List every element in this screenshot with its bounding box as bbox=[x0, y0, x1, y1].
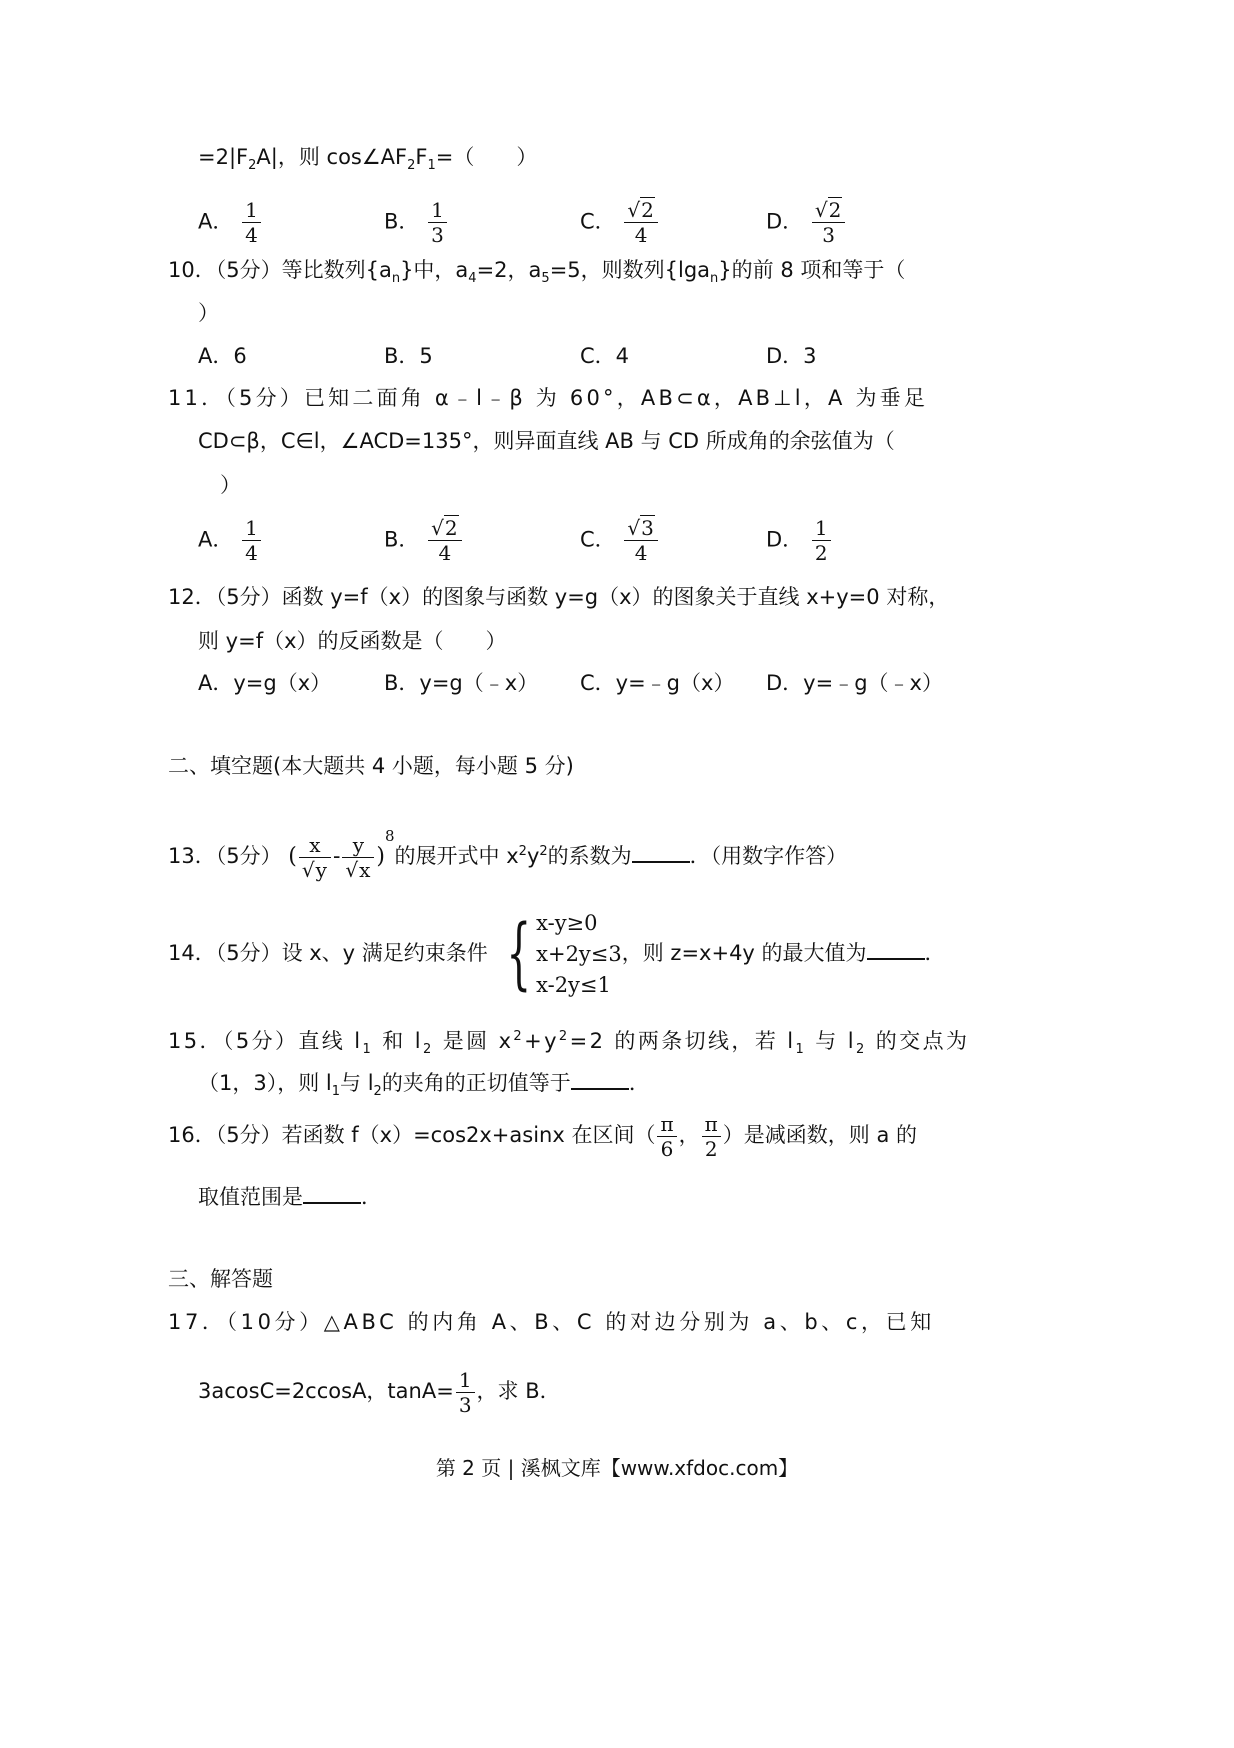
q10-option-c: C．4 bbox=[580, 344, 630, 368]
q11-option-c: C． $\frac{√3}{4}$ bbox=[580, 516, 660, 565]
fraction: $\frac{1}{3}$ bbox=[456, 1368, 475, 1417]
page-footer: 第 2 页 | 溪枫文库【www.xfdoc.com】 bbox=[435, 1456, 799, 1480]
q12-option-c: C．y=﹣g（x） bbox=[580, 671, 735, 695]
answer-blank bbox=[632, 839, 690, 863]
answer-blank bbox=[303, 1180, 361, 1204]
q11-line3: ） bbox=[220, 473, 241, 497]
q17-line1: 17．（10分）△ABC 的内角 A、B、C 的对边分别为 a、b、c，已知 bbox=[168, 1310, 935, 1334]
fraction: $\frac{\pi}{6}$ bbox=[657, 1112, 676, 1161]
q11-option-d: D． $\frac{1}{2}$ bbox=[766, 516, 833, 565]
q13-line: 13．（5分） ( $\frac{x}{√y}$ - $\frac{y}{√x}$ )$^8$的展开式中 $x^2y^2$的系数为 ．（用数字作答） bbox=[168, 827, 848, 882]
q16-line1: 16．（5分）若函数 f（x）=cos2x+asinx 在区间（ $\frac{\pi}{6}$ ， $\frac{\pi}{2}$ ）是减函数，则 a 的 bbox=[168, 1111, 917, 1161]
q11-line1: 11．（5分）已知二面角 α﹣l﹣β 为 60°，AB⊂α，AB⊥l，A 为垂足 bbox=[168, 386, 929, 410]
fraction: $\frac{1}{4}$ bbox=[242, 516, 261, 565]
fraction: $\frac{x}{√y}$ bbox=[299, 833, 331, 882]
q10-option-d: D．3 bbox=[766, 344, 817, 368]
q11-option-b: B． $\frac{√2}{4}$ bbox=[384, 516, 464, 565]
q9-option-d: D． $\frac{√2}{3}$ bbox=[766, 198, 847, 247]
constraint-system bbox=[494, 908, 621, 1001]
fraction: $\frac{1}{4}$ bbox=[242, 198, 261, 247]
section-heading-solutions: 三、解答题 bbox=[168, 1267, 273, 1291]
q10-option-b: B．5 bbox=[384, 344, 433, 368]
q10-line2: ） bbox=[198, 301, 219, 325]
constraint-2: x+2y≤3 bbox=[536, 941, 622, 966]
answer-blank bbox=[867, 936, 925, 960]
q9-option-a: A． $\frac{1}{4}$ bbox=[198, 198, 263, 247]
q10-line1: 10．（5分）等比数列$\{a_n\}$中，$a_4=2$，$a_5=5$，则数列{lga$_n$}的前 8 项和等于（ bbox=[168, 258, 906, 287]
fraction: $\frac{1}{3}$ bbox=[428, 198, 447, 247]
left-brace: { bbox=[506, 909, 532, 999]
q15-line2: （1，3），则 $l_1$与 $l_2$的夹角的正切值等于 ． bbox=[198, 1066, 650, 1107]
answer-blank bbox=[571, 1066, 629, 1090]
q14-line: 14．（5分）设 x、y 满足约束条件 { x-y≥0 x+2y≤3 x-2y≤1 ，则 z=x+4y 的最大值为 ． bbox=[168, 909, 946, 999]
constraint-1: x-y≥0 bbox=[536, 910, 598, 935]
fraction: $\frac{y}{√x}$ bbox=[342, 833, 374, 882]
q12-option-d: D．y=﹣g（﹣x） bbox=[766, 671, 943, 695]
q12-option-b: B．y=g（﹣x） bbox=[384, 671, 539, 695]
q11-line2: CD⊂β，C∈l，∠ACD=135°，则异面直线 AB 与 CD 所成角的余弦值为（ bbox=[198, 429, 895, 453]
fraction: $\frac{\pi}{2}$ bbox=[702, 1112, 721, 1161]
fraction: $\frac{1}{2}$ bbox=[812, 516, 831, 565]
q12-option-a: A．y=g（x） bbox=[198, 671, 332, 695]
q10-option-a: A．6 bbox=[198, 344, 247, 368]
q9-tail-line: $=2|F_2A|$，则 $\cos\angle AF_2F_1=$（ ） bbox=[198, 145, 538, 174]
q9-option-c: C． $\frac{√2}{4}$ bbox=[580, 198, 660, 247]
fraction: $\frac{√2}{4}$ bbox=[428, 516, 461, 565]
constraint-3: x-2y≤1 bbox=[536, 972, 611, 997]
q16-line2: 取值范围是 ． bbox=[198, 1180, 382, 1212]
q12-line1: 12．（5分）函数 y=f（x）的图象与函数 y=g（x）的图象关于直线 x+y=0 对称， bbox=[168, 585, 950, 609]
fraction: $\frac{√3}{4}$ bbox=[624, 516, 657, 565]
q12-line2: 则 y=f（x）的反函数是（ ） bbox=[198, 629, 507, 653]
fraction: $\frac{√2}{4}$ bbox=[624, 198, 657, 247]
q9-option-b: B． $\frac{1}{3}$ bbox=[384, 198, 449, 247]
section-heading-fill-in: 二、填空题(本大题共 4 小题，每小题 5 分) bbox=[168, 754, 574, 778]
q11-option-a: A． $\frac{1}{4}$ bbox=[198, 516, 263, 565]
q15-line1: 15．（5分）直线 $l_1$ 和 $l_2$ 是圆 $x^2+y^2=2$ 的两条切线，若 $l_1$ 与 $l_2$ 的交点为 bbox=[168, 1029, 970, 1058]
q13-expression: ( $\frac{x}{√y}$ - $\frac{y}{√x}$ )$^8$ bbox=[288, 827, 395, 882]
fraction: $\frac{√2}{3}$ bbox=[812, 198, 845, 247]
q17-line2: 3acosC=2ccosA，tanA= $\frac{1}{3}$ ，求 B． bbox=[198, 1367, 561, 1417]
